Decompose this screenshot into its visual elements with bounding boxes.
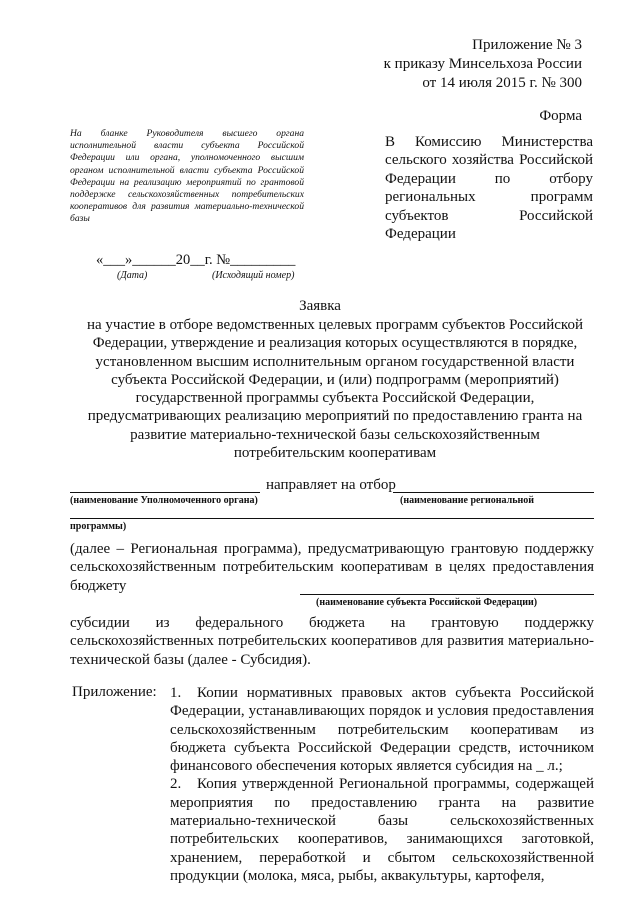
document-title: Заявка [299, 298, 341, 314]
sends-for-selection-text: направляет на отбор [266, 477, 396, 493]
attachment-number: 2. [170, 776, 182, 793]
authority-name-line [70, 492, 260, 493]
appendix-header [384, 36, 582, 93]
addressee: В Комиссию Министерства сельского хозяйства Российской Федерации по отбору региональных программ субъектов Российской Федерации [385, 134, 593, 243]
subject-name-line [300, 594, 594, 595]
form-label: Форма [539, 108, 582, 124]
attachment-item [170, 775, 594, 885]
date-caption: (Дата) [117, 270, 148, 281]
attachment-text: Копия утвержденной Региональной программы, содержащей мероприятия по предоставлению гранта на развитие материально-технической базы сельскохозяйственных потребительских кооперативов, занимающихся заготовкой, хранением, переработкой и сбытом сельскохозяйственной продукции (молока, мяса, рыбы, аквакультуры, картофеля, [170, 776, 594, 884]
blank-note: На бланке Руководителя высшего органа исполнительной власти субъекта Российской Федерации или органа, уполномоченного высшим органом исполнительной власти субъекта Российской Федерации на реализацию мероприятий по грантовой поддержке сельскохозяйственных потребительских кооперативов для развития материально-технической базы [70, 128, 304, 225]
subject-name-caption: (наименование субъекта Российской Федерации) [316, 597, 538, 608]
attachments-label: Приложение: [72, 684, 157, 700]
appendix-number: Приложение № 3 [472, 37, 582, 53]
program-name-caption: (наименование региональной [400, 495, 535, 506]
program-name-caption-cont: программы) [70, 521, 127, 532]
authority-name-caption: (наименование Уполномоченного органа) [70, 495, 258, 506]
date-number-line: «___»______20__г. №_________ [96, 252, 296, 268]
attachment-item [170, 684, 594, 775]
attachment-text: Копии нормативных правовых актов субъекта Российской Федерации, устанавливающих порядок и условия предоставления сельскохозяйственным потребительским кооперативам из бюджета субъекта Российской Федерации средств, источником финансового обеспечения которых является субсидия на _ л.; [170, 685, 594, 775]
program-name-line [393, 492, 594, 493]
attachments-list [170, 684, 594, 885]
outgoing-number-caption: (Исходящий номер) [212, 270, 295, 281]
attachment-number: 1. [170, 685, 182, 701]
paragraph-subsidy: субсидии из федерального бюджета на грантовую поддержку сельскохозяйственных потребительских кооперативов для развития материально-технической базы (далее - Субсидия). [70, 615, 594, 668]
appendix-order-date: от 14 июля 2015 г. № 300 [422, 75, 582, 91]
appendix-order: к приказу Минсельхоза России [383, 56, 582, 72]
paragraph-regional-program: (далее – Региональная программа), предусматривающую грантовую поддержку сельскохозяйственным потребительским кооперативам в целях предоставления бюджету [70, 541, 594, 594]
program-name-line-2 [70, 518, 594, 519]
document-subtitle: на участие в отборе ведомственных целевых программ субъектов Российской Федерации, утверждение и реализация которых осуществляются в порядке, установленном высшим исполнительным органом государственной власти субъекта Российской Федерации, и (или) подпрограмм (мероприятий) государственной программы субъекта Российской Федерации, предусматривающих реализацию мероприятий по предоставлению гранта на развитие материально-технической базы сельскохозяйственным потребительским кооперативам [86, 317, 583, 462]
